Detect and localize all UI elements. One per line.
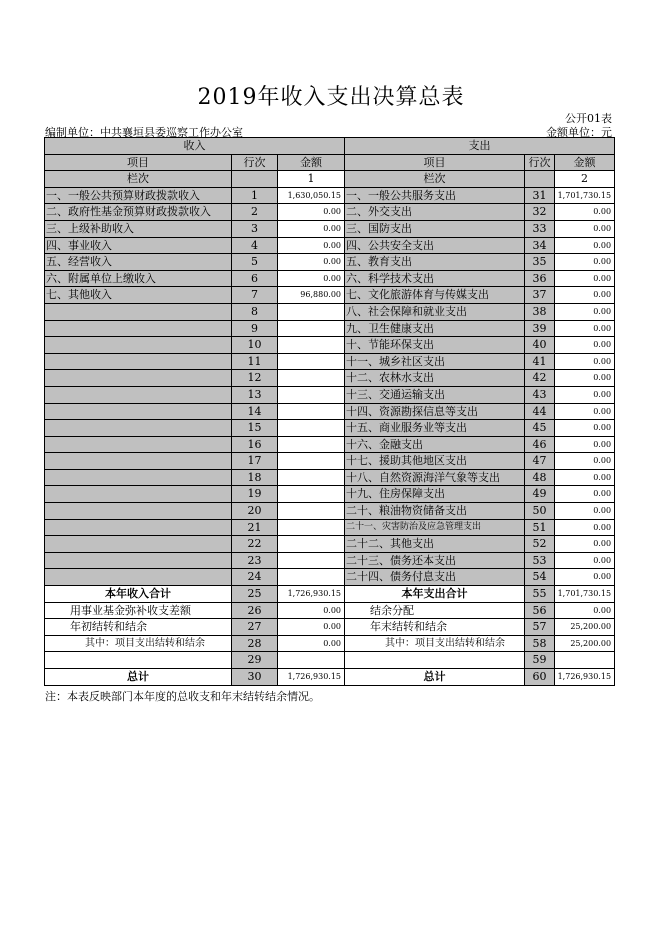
income-amount — [278, 303, 345, 320]
expense-item: 其中：项目支出结转和结余 — [345, 635, 525, 652]
table-row — [45, 403, 615, 420]
table-row — [45, 652, 615, 669]
expense-amount: 0.00 — [555, 602, 615, 619]
income-section-header: 收入 — [45, 138, 345, 155]
expense-item: 总计 — [345, 669, 525, 686]
income-item — [45, 403, 232, 420]
expense-amount: 0.00 — [555, 420, 615, 437]
income-amount — [278, 353, 345, 370]
table-row — [45, 237, 615, 254]
income-amount — [278, 536, 345, 553]
expense-column-number: 2 — [555, 171, 615, 188]
table-row — [45, 436, 615, 453]
expense-amount: 0.00 — [555, 237, 615, 254]
income-amount: 1,726,930.15 — [278, 669, 345, 686]
form-number: 公开01表 — [565, 112, 612, 125]
income-item — [45, 436, 232, 453]
income-amount — [278, 386, 345, 403]
income-item — [45, 370, 232, 387]
expense-amount: 0.00 — [555, 403, 615, 420]
expense-row-number: 49 — [525, 486, 555, 503]
income-row-number: 1 — [232, 187, 278, 204]
expense-amount: 0.00 — [555, 303, 615, 320]
expense-amount: 0.00 — [555, 370, 615, 387]
income-amount: 0.00 — [278, 270, 345, 287]
income-row-number: 6 — [232, 270, 278, 287]
expense-item: 二、外交支出 — [345, 204, 525, 221]
table-row — [45, 353, 615, 370]
expense-row-number: 34 — [525, 237, 555, 254]
income-row-number: 9 — [232, 320, 278, 337]
income-item — [45, 503, 232, 520]
income-row-number: 18 — [232, 469, 278, 486]
income-item — [45, 453, 232, 470]
expense-row-number: 39 — [525, 320, 555, 337]
column-header-row — [45, 154, 615, 171]
income-item — [45, 536, 232, 553]
expense-item: 九、卫生健康支出 — [345, 320, 525, 337]
income-row-number: 26 — [232, 602, 278, 619]
expense-item — [345, 652, 525, 669]
income-amount: 0.00 — [278, 220, 345, 237]
expense-item: 六、科学技术支出 — [345, 270, 525, 287]
income-row-number: 15 — [232, 420, 278, 437]
income-amount — [278, 337, 345, 354]
expense-row-number: 42 — [525, 370, 555, 387]
section-header-row — [45, 138, 615, 155]
table-row — [45, 187, 615, 204]
expense-item-header: 项目 — [345, 154, 525, 171]
income-row-number: 27 — [232, 619, 278, 636]
income-item — [45, 353, 232, 370]
table-row — [45, 220, 615, 237]
table-row — [45, 270, 615, 287]
income-amount: 1,726,930.15 — [278, 586, 345, 603]
income-row-number: 16 — [232, 436, 278, 453]
expense-row-number: 56 — [525, 602, 555, 619]
table-row — [45, 602, 615, 619]
table-row — [45, 619, 615, 636]
income-amount: 0.00 — [278, 254, 345, 271]
expense-row-number: 41 — [525, 353, 555, 370]
income-amount — [278, 420, 345, 437]
income-item: 其中：项目支出结转和结余 — [45, 635, 232, 652]
expense-row-number: 47 — [525, 453, 555, 470]
expense-row-number: 45 — [525, 420, 555, 437]
income-amount: 0.00 — [278, 602, 345, 619]
expense-row-number: 40 — [525, 337, 555, 354]
income-item — [45, 569, 232, 586]
income-item — [45, 552, 232, 569]
expense-row-number: 59 — [525, 652, 555, 669]
expense-amount-header: 金额 — [555, 154, 615, 171]
income-amount: 0.00 — [278, 237, 345, 254]
income-row-number: 29 — [232, 652, 278, 669]
income-item — [45, 337, 232, 354]
income-item: 四、事业收入 — [45, 237, 232, 254]
income-item — [45, 486, 232, 503]
expense-item: 二十、粮油物资储备支出 — [345, 503, 525, 520]
expense-item: 结余分配 — [345, 602, 525, 619]
income-amount — [278, 370, 345, 387]
income-row-number: 17 — [232, 453, 278, 470]
expense-item: 十一、城乡社区支出 — [345, 353, 525, 370]
income-row-number: 3 — [232, 220, 278, 237]
expense-item: 二十一、灾害防治及应急管理支出 — [345, 519, 525, 536]
income-amount — [278, 552, 345, 569]
expense-row-number: 57 — [525, 619, 555, 636]
income-amount — [278, 403, 345, 420]
expense-amount: 0.00 — [555, 436, 615, 453]
income-item: 五、经营收入 — [45, 254, 232, 271]
income-amount: 0.00 — [278, 635, 345, 652]
income-item: 用事业基金弥补收支差额 — [45, 602, 232, 619]
income-amount — [278, 436, 345, 453]
income-amount: 0.00 — [278, 619, 345, 636]
expense-row-number: 35 — [525, 254, 555, 271]
income-row-number: 11 — [232, 353, 278, 370]
income-row-no-header: 行次 — [232, 154, 278, 171]
table-row — [45, 287, 615, 304]
money-unit: 金额单位：元 — [546, 126, 612, 139]
expense-row-number: 55 — [525, 586, 555, 603]
expense-row-number: 52 — [525, 536, 555, 553]
table-row — [45, 536, 615, 553]
expense-lanci-label: 栏次 — [345, 171, 525, 188]
table-row — [45, 669, 615, 686]
expense-amount: 0.00 — [555, 287, 615, 304]
lanci-row — [45, 171, 615, 188]
expense-amount: 0.00 — [555, 519, 615, 536]
table-row — [45, 469, 615, 486]
expense-row-number: 50 — [525, 503, 555, 520]
reporting-unit: 编制单位：中共襄垣县委巡察工作办公室 — [45, 126, 243, 139]
expense-item: 十三、交通运输支出 — [345, 386, 525, 403]
page-title: 2019年收入支出决算总表 — [197, 85, 465, 110]
table-row — [45, 320, 615, 337]
footnote: 注：本表反映部门本年度的总收支和年末结转结余情况。 — [45, 690, 320, 703]
income-amount: 0.00 — [278, 204, 345, 221]
income-amount-header: 金额 — [278, 154, 345, 171]
expense-item: 十五、商业服务业等支出 — [345, 420, 525, 437]
expense-row-number: 37 — [525, 287, 555, 304]
income-expense-table — [44, 137, 615, 686]
income-row-number: 4 — [232, 237, 278, 254]
expense-amount: 0.00 — [555, 486, 615, 503]
expense-item: 十六、金融支出 — [345, 436, 525, 453]
table-row — [45, 569, 615, 586]
income-lanci-blank — [232, 171, 278, 188]
income-row-number: 13 — [232, 386, 278, 403]
income-item: 总计 — [45, 669, 232, 686]
expense-section-header: 支出 — [345, 138, 615, 155]
income-amount: 1,630,050.15 — [278, 187, 345, 204]
expense-amount: 0.00 — [555, 204, 615, 221]
income-item — [45, 320, 232, 337]
income-row-number: 19 — [232, 486, 278, 503]
income-amount — [278, 519, 345, 536]
expense-amount: 0.00 — [555, 453, 615, 470]
income-row-number: 28 — [232, 635, 278, 652]
income-item — [45, 303, 232, 320]
income-amount — [278, 486, 345, 503]
expense-amount: 0.00 — [555, 270, 615, 287]
expense-amount: 0.00 — [555, 386, 615, 403]
expense-amount: 0.00 — [555, 536, 615, 553]
income-row-number: 2 — [232, 204, 278, 221]
expense-lanci-blank — [525, 171, 555, 188]
table-row — [45, 337, 615, 354]
expense-amount: 0.00 — [555, 220, 615, 237]
income-lanci-label: 栏次 — [45, 171, 232, 188]
income-column-number: 1 — [278, 171, 345, 188]
expense-row-number: 43 — [525, 386, 555, 403]
income-item: 二、政府性基金预算财政拨款收入 — [45, 204, 232, 221]
income-item: 一、一般公共预算财政拨款收入 — [45, 187, 232, 204]
expense-item: 四、公共安全支出 — [345, 237, 525, 254]
expense-item: 十九、住房保障支出 — [345, 486, 525, 503]
table-row — [45, 519, 615, 536]
expense-row-number: 58 — [525, 635, 555, 652]
expense-item: 十八、自然资源海洋气象等支出 — [345, 469, 525, 486]
income-item — [45, 420, 232, 437]
expense-amount: 0.00 — [555, 320, 615, 337]
table-row — [45, 204, 615, 221]
expense-item: 十二、农林水支出 — [345, 370, 525, 387]
income-item: 本年收入合计 — [45, 586, 232, 603]
income-item — [45, 652, 232, 669]
income-row-number: 14 — [232, 403, 278, 420]
income-row-number: 8 — [232, 303, 278, 320]
expense-item: 二十四、债务付息支出 — [345, 569, 525, 586]
income-item: 三、上级补助收入 — [45, 220, 232, 237]
expense-row-number: 60 — [525, 669, 555, 686]
expense-row-number: 33 — [525, 220, 555, 237]
expense-amount: 0.00 — [555, 569, 615, 586]
expense-row-number: 48 — [525, 469, 555, 486]
expense-amount: 1,701,730.15 — [555, 586, 615, 603]
table-row — [45, 586, 615, 603]
expense-item: 十七、援助其他地区支出 — [345, 453, 525, 470]
income-item: 七、其他收入 — [45, 287, 232, 304]
income-row-number: 24 — [232, 569, 278, 586]
income-row-number: 22 — [232, 536, 278, 553]
expense-amount: 25,200.00 — [555, 635, 615, 652]
expense-amount — [555, 652, 615, 669]
expense-row-number: 51 — [525, 519, 555, 536]
expense-item: 十四、资源勘探信息等支出 — [345, 403, 525, 420]
income-row-number: 7 — [232, 287, 278, 304]
expense-row-number: 44 — [525, 403, 555, 420]
expense-row-number: 32 — [525, 204, 555, 221]
expense-amount: 0.00 — [555, 254, 615, 271]
expense-item: 八、社会保障和就业支出 — [345, 303, 525, 320]
income-item — [45, 469, 232, 486]
expense-row-number: 36 — [525, 270, 555, 287]
expense-item: 七、文化旅游体育与传媒支出 — [345, 287, 525, 304]
expense-item: 三、国防支出 — [345, 220, 525, 237]
expense-item: 二十三、债务还本支出 — [345, 552, 525, 569]
income-item — [45, 519, 232, 536]
income-item: 年初结转和结余 — [45, 619, 232, 636]
income-row-number: 23 — [232, 552, 278, 569]
table-row — [45, 254, 615, 271]
income-row-number: 5 — [232, 254, 278, 271]
expense-row-number: 31 — [525, 187, 555, 204]
expense-amount: 0.00 — [555, 337, 615, 354]
expense-row-number: 54 — [525, 569, 555, 586]
expense-item: 本年支出合计 — [345, 586, 525, 603]
income-item — [45, 386, 232, 403]
income-item-header: 项目 — [45, 154, 232, 171]
expense-row-no-header: 行次 — [525, 154, 555, 171]
table-row — [45, 552, 615, 569]
expense-item: 五、教育支出 — [345, 254, 525, 271]
expense-amount: 0.00 — [555, 552, 615, 569]
table-row — [45, 420, 615, 437]
expense-amount: 25,200.00 — [555, 619, 615, 636]
income-amount — [278, 453, 345, 470]
expense-amount: 0.00 — [555, 469, 615, 486]
income-amount — [278, 652, 345, 669]
income-row-number: 21 — [232, 519, 278, 536]
table-row — [45, 503, 615, 520]
income-amount — [278, 469, 345, 486]
income-amount — [278, 320, 345, 337]
income-row-number: 20 — [232, 503, 278, 520]
expense-item: 二十二、其他支出 — [345, 536, 525, 553]
table-row — [45, 635, 615, 652]
expense-item: 一、一般公共服务支出 — [345, 187, 525, 204]
income-row-number: 12 — [232, 370, 278, 387]
income-amount — [278, 503, 345, 520]
income-row-number: 30 — [232, 669, 278, 686]
expense-amount: 1,726,930.15 — [555, 669, 615, 686]
table-row — [45, 453, 615, 470]
income-row-number: 10 — [232, 337, 278, 354]
income-amount — [278, 569, 345, 586]
expense-amount: 0.00 — [555, 503, 615, 520]
expense-item: 年末结转和结余 — [345, 619, 525, 636]
income-amount: 96,880.00 — [278, 287, 345, 304]
income-item: 六、附属单位上缴收入 — [45, 270, 232, 287]
expense-amount: 0.00 — [555, 353, 615, 370]
table-row — [45, 386, 615, 403]
table-row — [45, 370, 615, 387]
expense-row-number: 53 — [525, 552, 555, 569]
income-row-number: 25 — [232, 586, 278, 603]
expense-amount: 1,701,730.15 — [555, 187, 615, 204]
expense-row-number: 38 — [525, 303, 555, 320]
expense-row-number: 46 — [525, 436, 555, 453]
expense-item: 十、节能环保支出 — [345, 337, 525, 354]
table-row — [45, 486, 615, 503]
table-row — [45, 303, 615, 320]
